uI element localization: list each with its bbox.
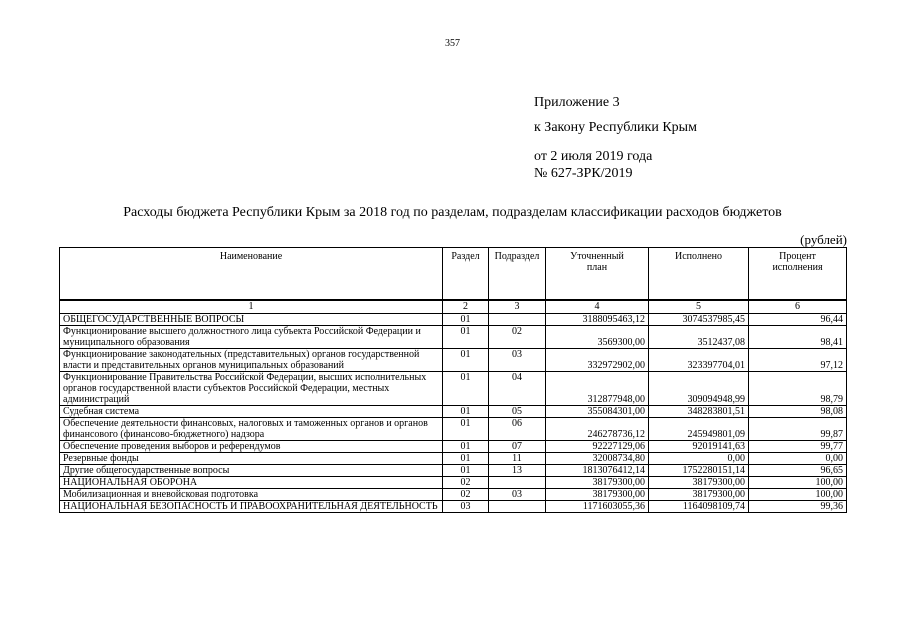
table-row — [60, 489, 847, 501]
row-name: Судебная система — [60, 406, 443, 418]
header-subsection: Подраздел — [489, 248, 546, 301]
row-name: Обеспечение проведения выборов и референдумов — [60, 441, 443, 453]
row-executed: 1164098109,74 — [649, 501, 749, 513]
column-number: 2 — [443, 300, 489, 314]
row-name: Функционирование Правительства Российской Федерации, высших исполнительных органов государственной власти субъектов Российской Федерации, местных администраций — [60, 372, 443, 406]
table-body — [60, 314, 847, 513]
row-executed: 0,00 — [649, 453, 749, 465]
column-number: 5 — [649, 300, 749, 314]
row-name: Мобилизационная и вневойсковая подготовка — [60, 489, 443, 501]
row-name: Другие общегосударственные вопросы — [60, 465, 443, 477]
row-plan: 1813076412,14 — [546, 465, 649, 477]
row-subsection — [489, 501, 546, 513]
row-percent: 100,00 — [749, 477, 847, 489]
table-row — [60, 465, 847, 477]
row-section: 01 — [443, 465, 489, 477]
row-name: Резервные фонды — [60, 453, 443, 465]
row-subsection — [489, 477, 546, 489]
appendix-line-2: к Закону Республики Крым — [534, 120, 697, 135]
column-number: 4 — [546, 300, 649, 314]
header-name: Наименование — [60, 248, 443, 301]
row-section: 01 — [443, 441, 489, 453]
appendix-block — [534, 90, 697, 182]
row-name: НАЦИОНАЛЬНАЯ ОБОРОНА — [60, 477, 443, 489]
row-percent: 100,00 — [749, 489, 847, 501]
document-title: Расходы бюджета Республики Крым за 2018 год по разделам, подразделам классификации расходов бюджетов — [123, 205, 782, 220]
column-number: 3 — [489, 300, 546, 314]
row-executed: 3512437,08 — [649, 326, 749, 349]
row-percent: 99,36 — [749, 501, 847, 513]
budget-table — [59, 247, 847, 513]
row-section: 01 — [443, 314, 489, 326]
row-percent: 96,65 — [749, 465, 847, 477]
appendix-line-3: от 2 июля 2019 года — [534, 149, 653, 164]
row-subsection: 04 — [489, 372, 546, 406]
table-row — [60, 501, 847, 513]
row-subsection: 06 — [489, 418, 546, 441]
row-section: 01 — [443, 326, 489, 349]
row-percent: 96,44 — [749, 314, 847, 326]
row-subsection: 03 — [489, 349, 546, 372]
row-subsection — [489, 314, 546, 326]
column-number: 1 — [60, 300, 443, 314]
column-number: 6 — [749, 300, 847, 314]
table-row — [60, 418, 847, 441]
header-percent: Процент исполнения — [749, 248, 847, 301]
row-percent: 0,00 — [749, 453, 847, 465]
row-executed: 309094948,99 — [649, 372, 749, 406]
row-plan: 3188095463,12 — [546, 314, 649, 326]
row-section: 01 — [443, 406, 489, 418]
header-section: Раздел — [443, 248, 489, 301]
row-executed: 348283801,51 — [649, 406, 749, 418]
table-row — [60, 326, 847, 349]
header-plan: Уточненный план — [546, 248, 649, 301]
row-name: НАЦИОНАЛЬНАЯ БЕЗОПАСНОСТЬ И ПРАВООХРАНИТЕЛЬНАЯ ДЕЯТЕЛЬНОСТЬ — [60, 501, 443, 513]
row-plan: 38179300,00 — [546, 477, 649, 489]
row-section: 01 — [443, 349, 489, 372]
row-name: ОБЩЕГОСУДАРСТВЕННЫЕ ВОПРОСЫ — [60, 314, 443, 326]
row-percent: 99,87 — [749, 418, 847, 441]
column-number-row — [60, 300, 847, 314]
row-plan: 332972902,00 — [546, 349, 649, 372]
row-executed: 323397704,01 — [649, 349, 749, 372]
row-executed: 245949801,09 — [649, 418, 749, 441]
row-plan: 355084301,00 — [546, 406, 649, 418]
row-name: Функционирование законодательных (представительных) органов государственной власти и представительных органов муниципальных образований — [60, 349, 443, 372]
row-plan: 32008734,80 — [546, 453, 649, 465]
table-row — [60, 406, 847, 418]
row-percent: 98,08 — [749, 406, 847, 418]
row-section: 03 — [443, 501, 489, 513]
row-section: 02 — [443, 489, 489, 501]
header-row — [60, 248, 847, 301]
row-plan: 246278736,12 — [546, 418, 649, 441]
header-executed: Исполнено — [649, 248, 749, 301]
units-label: (рублей) — [800, 232, 847, 247]
appendix-line-1: Приложение 3 — [534, 95, 620, 110]
row-section: 01 — [443, 372, 489, 406]
table-row — [60, 314, 847, 326]
row-section: 02 — [443, 477, 489, 489]
row-subsection: 13 — [489, 465, 546, 477]
row-plan: 38179300,00 — [546, 489, 649, 501]
page-number: 357 — [445, 38, 460, 49]
row-percent: 98,79 — [749, 372, 847, 406]
row-subsection: 02 — [489, 326, 546, 349]
row-executed: 1752280151,14 — [649, 465, 749, 477]
row-plan: 3569300,00 — [546, 326, 649, 349]
row-percent: 97,12 — [749, 349, 847, 372]
row-subsection: 07 — [489, 441, 546, 453]
row-subsection: 03 — [489, 489, 546, 501]
table-row — [60, 453, 847, 465]
row-executed: 3074537985,45 — [649, 314, 749, 326]
row-percent: 99,77 — [749, 441, 847, 453]
row-name: Обеспечение деятельности финансовых, налоговых и таможенных органов и органов финансового (финансово-бюджетного) надзора — [60, 418, 443, 441]
table-row — [60, 372, 847, 406]
row-executed: 38179300,00 — [649, 489, 749, 501]
row-subsection: 05 — [489, 406, 546, 418]
row-executed: 38179300,00 — [649, 477, 749, 489]
appendix-line-4: № 627-ЗРК/2019 — [534, 166, 633, 181]
table-row — [60, 477, 847, 489]
row-plan: 312877948,00 — [546, 372, 649, 406]
row-plan: 1171603055,36 — [546, 501, 649, 513]
row-section: 01 — [443, 418, 489, 441]
row-executed: 92019141,63 — [649, 441, 749, 453]
table-row — [60, 349, 847, 372]
row-plan: 92227129,06 — [546, 441, 649, 453]
table-row — [60, 441, 847, 453]
row-subsection: 11 — [489, 453, 546, 465]
row-name: Функционирование высшего должностного лица субъекта Российской Федерации и муниципального образования — [60, 326, 443, 349]
row-section: 01 — [443, 453, 489, 465]
row-percent: 98,41 — [749, 326, 847, 349]
